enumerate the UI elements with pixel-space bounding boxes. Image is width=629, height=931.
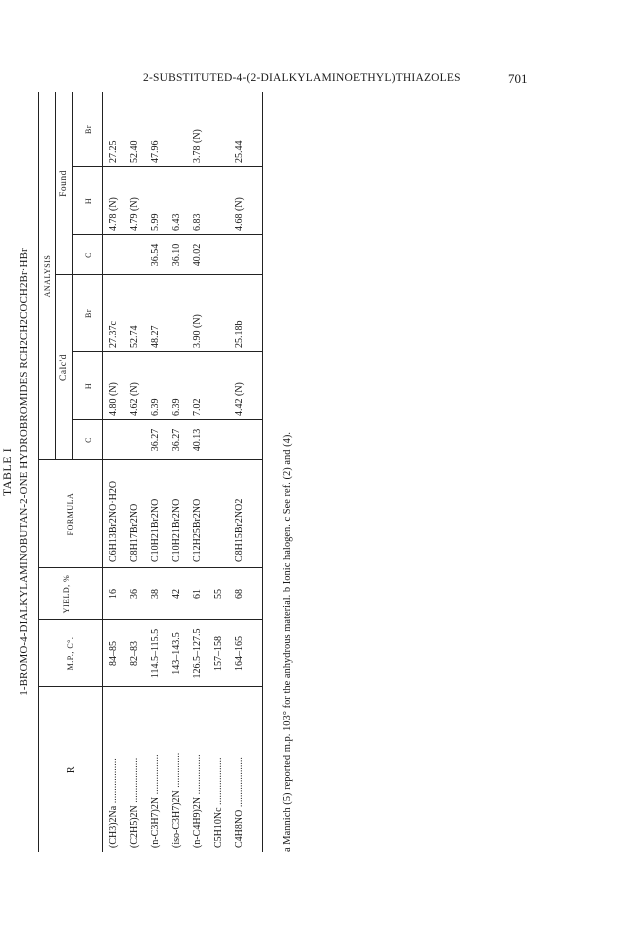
col-divider: [72, 419, 262, 420]
cell-formula: C10H21Br2NO: [150, 498, 161, 562]
cell-mp: 157–158: [213, 636, 224, 671]
running-head-title: 2-SUBSTITUTED-4-(2-DIALKYLAMINOETHYL)THIAZOLES: [143, 72, 461, 84]
col-divider: [72, 234, 262, 235]
cell-calc-br: 48.27: [150, 325, 161, 348]
cell-found-h: 4.78 (N): [108, 197, 119, 231]
table-subtitle: 1-BROMO-4-DIALKYLAMINOBUTAN-2-ONE HYDROBROMIDES RCH2CH2COCH2Br·HBr: [18, 248, 30, 696]
table-footnote: a Mannich (5) reported m.p. 103° for the anhydrous material. b Ionic halogen. c See ref. (2) and (4).: [282, 432, 293, 852]
cell-mp: 143–143.5: [171, 632, 182, 675]
running-head: [0, 72, 629, 92]
bottom-rule: [262, 92, 263, 852]
cell-calc-c: 36.27: [171, 428, 182, 452]
cell-r: (n-C3H7)2N ................: [150, 754, 161, 848]
cell-calc-br: 27.37c: [108, 321, 119, 348]
analysis-rule: [55, 92, 56, 460]
header-mp: M.P., C°.: [66, 636, 75, 671]
cell-mp: 82–83: [129, 641, 140, 666]
cell-calc-h: 7.02: [192, 398, 203, 416]
header-found-h: H: [84, 197, 93, 205]
cell-found-h: 4.68 (N): [234, 197, 245, 231]
cell-yield: 16: [108, 589, 119, 599]
calc-found-rule: [72, 92, 73, 460]
cell-yield: 36: [129, 589, 140, 599]
cell-found-c: 36.10: [171, 243, 182, 267]
cell-r: (CH3)2Na ..................: [108, 758, 119, 848]
cell-calc-c: 36.27: [150, 428, 161, 452]
cell-calc-c: 40.13: [192, 428, 203, 452]
cell-found-h: 5.99: [150, 213, 161, 231]
header-calc-c: C: [84, 437, 93, 443]
cell-formula: C12H25Br2NO: [192, 498, 203, 562]
cell-found-br: 47.96: [150, 140, 161, 163]
cell-found-br: 52.40: [129, 140, 140, 163]
cell-r: (n-C4H9)2N ................: [192, 754, 203, 848]
cell-mp: 164–165: [234, 636, 245, 671]
cell-found-br: 3.78 (N): [192, 129, 203, 163]
header-found: Found: [59, 170, 69, 197]
cell-formula: C10H21Br2NO: [171, 498, 182, 562]
cell-found-h: 6.83: [192, 213, 203, 231]
cell-yield: 38: [150, 589, 161, 599]
cell-calc-br: 25.18b: [234, 320, 245, 348]
cell-r: (C2H5)2N ..................: [129, 757, 140, 848]
header-yield: YIELD, %: [62, 574, 71, 614]
cell-found-c: 40.02: [192, 243, 203, 267]
header-found-c: C: [84, 252, 93, 258]
cell-calc-h: 4.62 (N): [129, 382, 140, 416]
cell-yield: 42: [171, 589, 182, 599]
header-calc-h: H: [84, 382, 93, 390]
cell-yield: 55: [213, 589, 224, 599]
header-formula: FORMULA: [66, 492, 75, 536]
cell-r: (iso-C3H7)2N ..............: [171, 752, 182, 848]
cell-calc-br: 3.90 (N): [192, 314, 203, 348]
top-rule: [38, 92, 39, 852]
cell-r: C4H8NO ....................: [234, 757, 245, 848]
cell-mp: 84–85: [108, 641, 119, 666]
header-r: R: [66, 765, 77, 774]
cell-found-h: 6.43: [171, 213, 182, 231]
rotated-table: [0, 92, 300, 852]
cell-formula: C8H17Br2NO: [129, 503, 140, 562]
header-calcd: Calc'd: [59, 354, 69, 381]
cell-calc-h: 4.42 (N): [234, 382, 245, 416]
cell-r: C5H10Nc ...................: [213, 757, 224, 848]
cell-found-br: 27.25: [108, 140, 119, 163]
table-title: TABLE I: [0, 447, 14, 497]
cell-formula: C8H15Br2NO2: [234, 498, 245, 562]
cell-formula: C6H13Br2NO·H2O: [108, 480, 119, 562]
cell-calc-h: 6.39: [150, 398, 161, 416]
cell-calc-h: 6.39: [171, 398, 182, 416]
cell-found-h: 4.79 (N): [129, 197, 140, 231]
cell-mp: 114.5–115.5: [150, 628, 161, 679]
cell-yield: 68: [234, 589, 245, 599]
header-calc-br: Br: [84, 309, 93, 318]
cell-mp: 126.5–127.5: [192, 628, 203, 679]
cell-calc-br: 52.74: [129, 325, 140, 348]
header-found-br: Br: [84, 125, 93, 134]
cell-calc-h: 4.80 (N): [108, 382, 119, 416]
cell-found-br: 25.44: [234, 140, 245, 163]
cell-found-c: 36.54: [150, 243, 161, 267]
page-number: 701: [508, 71, 528, 86]
header-bottom-rule: [102, 92, 103, 852]
cell-yield: 61: [192, 589, 203, 599]
header-analysis: ANALYSIS: [43, 254, 52, 298]
